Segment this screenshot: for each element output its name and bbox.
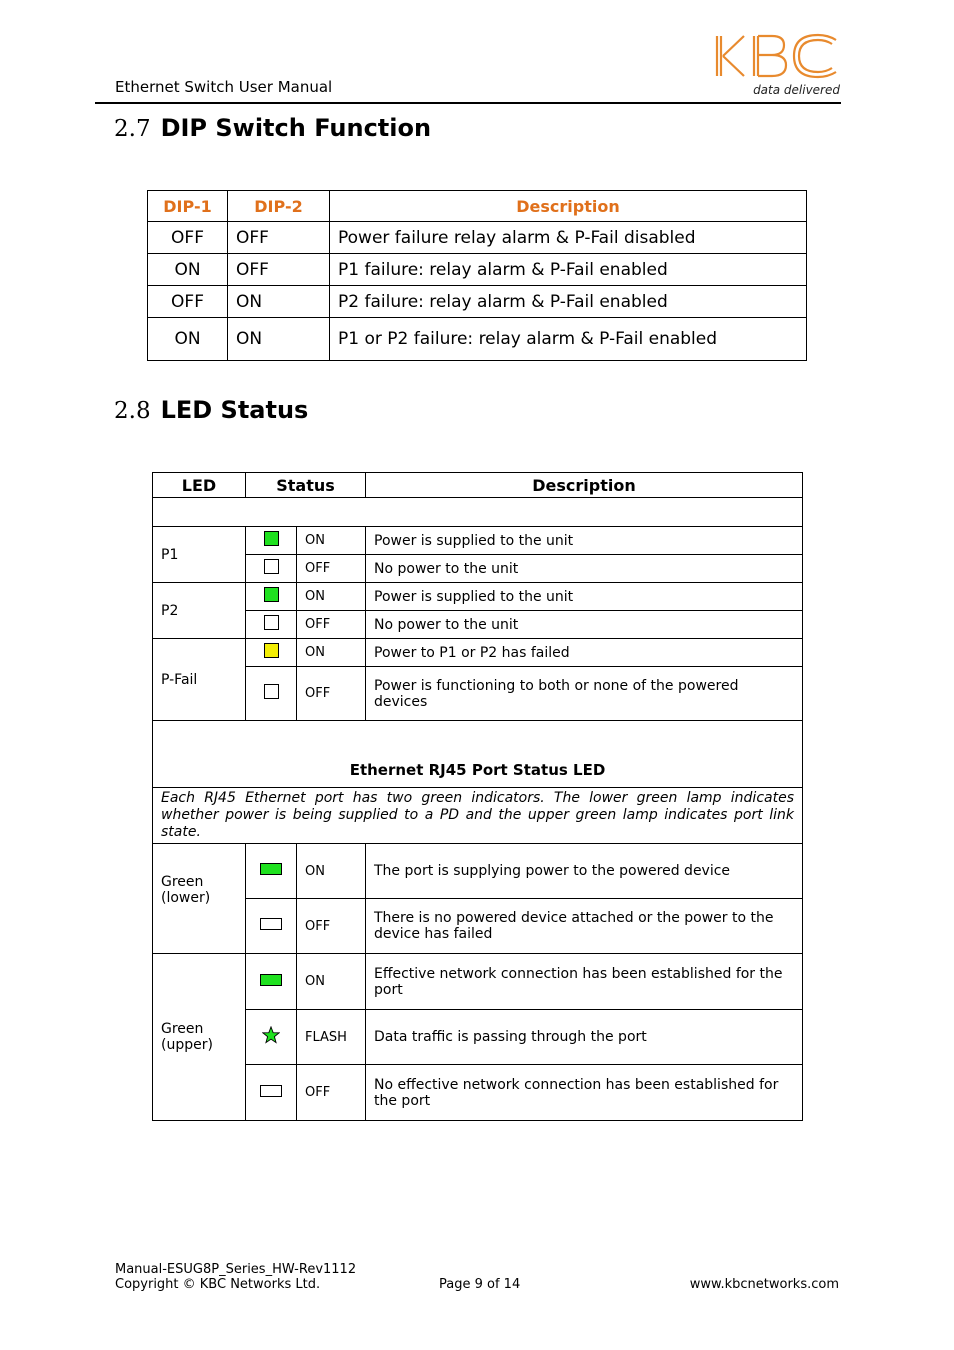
section-title: LED Status xyxy=(160,396,309,424)
logo-tagline: data delivered xyxy=(753,83,840,97)
description-cell: Power failure relay alarm & P-Fail disabled xyxy=(330,222,807,254)
led-name-cell: P-Fail xyxy=(153,639,246,721)
dip1-cell: OFF xyxy=(148,286,228,318)
column-header-led: LED xyxy=(153,473,246,498)
description-cell: There is no powered device attached or the power to the device has failed xyxy=(366,899,803,954)
dip1-cell: ON xyxy=(148,254,228,286)
header-rule xyxy=(95,102,841,104)
description-cell: No effective network connection has been established for the port xyxy=(366,1065,803,1121)
table-row xyxy=(153,583,803,611)
led-icon-cell xyxy=(246,611,297,639)
section-title: DIP Switch Function xyxy=(160,114,432,142)
empty-square-icon xyxy=(264,615,279,630)
empty-square-icon xyxy=(264,559,279,574)
led-icon-cell xyxy=(246,667,297,721)
table-row xyxy=(153,788,803,844)
status-cell: OFF xyxy=(297,899,366,954)
led-icon-cell xyxy=(246,1065,297,1121)
yellow-square-icon xyxy=(264,643,279,658)
table-row xyxy=(153,555,803,583)
running-header-title: Ethernet Switch User Manual xyxy=(115,78,333,96)
spacer-row xyxy=(153,498,803,527)
table-header-row xyxy=(153,473,803,498)
green-square-icon xyxy=(264,587,279,602)
green-rect-icon xyxy=(260,863,282,875)
footer-page-number: Page 9 of 14 xyxy=(439,1277,521,1292)
table-row xyxy=(153,611,803,639)
led-status-table xyxy=(152,472,803,1121)
rj45-subheading: Ethernet RJ45 Port Status LED xyxy=(153,721,803,788)
led-name-cell: P1 xyxy=(153,527,246,583)
table-row xyxy=(153,954,803,1010)
status-cell: ON xyxy=(297,954,366,1010)
kbc-logo xyxy=(714,30,842,100)
section-heading-dip xyxy=(114,114,431,142)
table-row xyxy=(148,318,807,361)
table-row xyxy=(153,899,803,954)
description-cell: No power to the unit xyxy=(366,611,803,639)
led-icon-cell xyxy=(246,899,297,954)
green-square-icon xyxy=(264,531,279,546)
dip1-cell: OFF xyxy=(148,222,228,254)
footer-copyright: Copyright © KBC Networks Ltd. xyxy=(115,1277,321,1292)
green-rect-icon xyxy=(260,974,282,986)
empty-rect-icon xyxy=(260,918,282,930)
table-row xyxy=(153,527,803,555)
dip2-cell: OFF xyxy=(228,222,330,254)
section-number: 2.8 xyxy=(114,398,151,424)
status-cell: OFF xyxy=(297,1065,366,1121)
led-icon-cell xyxy=(246,1010,297,1065)
status-cell: ON xyxy=(297,583,366,611)
status-cell: ON xyxy=(297,639,366,667)
section-heading-led xyxy=(114,396,308,424)
description-cell: P1 or P2 failure: relay alarm & P-Fail enabled xyxy=(330,318,807,361)
empty-rect-icon xyxy=(260,1085,282,1097)
led-icon-cell xyxy=(246,583,297,611)
footer-manual-id: Manual-ESUG8P_Series_HW-Rev1112 xyxy=(115,1262,357,1277)
status-cell: OFF xyxy=(297,611,366,639)
column-header-description: Description xyxy=(330,191,807,222)
dip-switch-table xyxy=(147,190,807,361)
column-header-dip1: DIP-1 xyxy=(148,191,228,222)
dip1-cell: ON xyxy=(148,318,228,361)
description-cell: P1 failure: relay alarm & P-Fail enabled xyxy=(330,254,807,286)
description-cell: Power is supplied to the unit xyxy=(366,527,803,555)
table-row xyxy=(153,639,803,667)
table-row xyxy=(153,1010,803,1065)
footer-website-link[interactable]: www.kbcnetworks.com xyxy=(689,1277,839,1292)
led-icon-cell xyxy=(246,527,297,555)
led-name-cell: Green (lower) xyxy=(153,844,246,954)
table-header-row xyxy=(148,191,807,222)
description-cell: Power to P1 or P2 has failed xyxy=(366,639,803,667)
description-cell: No power to the unit xyxy=(366,555,803,583)
description-cell: Power is supplied to the unit xyxy=(366,583,803,611)
description-cell: Effective network connection has been established for the port xyxy=(366,954,803,1010)
status-cell: OFF xyxy=(297,667,366,721)
rj45-note: Each RJ45 Ethernet port has two green indicators. The lower green lamp indicates whether power is being supplied to a PD and the upper green lamp indicates port link state. xyxy=(153,788,803,844)
description-cell: The port is supplying power to the powered device xyxy=(366,844,803,899)
led-icon-cell xyxy=(246,639,297,667)
empty-square-icon xyxy=(264,684,279,699)
led-icon-cell xyxy=(246,844,297,899)
dip2-cell: ON xyxy=(228,318,330,361)
table-row xyxy=(153,721,803,788)
dip2-cell: ON xyxy=(228,286,330,318)
table-row xyxy=(148,254,807,286)
column-header-dip2: DIP-2 xyxy=(228,191,330,222)
table-row xyxy=(148,222,807,254)
status-cell: ON xyxy=(297,527,366,555)
dip2-cell: OFF xyxy=(228,254,330,286)
led-icon-cell xyxy=(246,555,297,583)
table-row xyxy=(148,286,807,318)
table-row xyxy=(153,1065,803,1121)
description-cell: Data traffic is passing through the port xyxy=(366,1010,803,1065)
led-name-cell: P2 xyxy=(153,583,246,639)
status-cell: FLASH xyxy=(297,1010,366,1065)
kbc-logo-mark xyxy=(714,30,842,80)
table-row xyxy=(153,667,803,721)
column-header-status: Status xyxy=(246,473,366,498)
status-cell: ON xyxy=(297,844,366,899)
table-row xyxy=(153,844,803,899)
green-star-icon xyxy=(262,1026,280,1044)
description-cell: P2 failure: relay alarm & P-Fail enabled xyxy=(330,286,807,318)
section-number: 2.7 xyxy=(114,116,151,142)
led-name-cell: Green (upper) xyxy=(153,954,246,1121)
column-header-description: Description xyxy=(366,473,803,498)
status-cell: OFF xyxy=(297,555,366,583)
description-cell: Power is functioning to both or none of the powered devices xyxy=(366,667,803,721)
led-icon-cell xyxy=(246,954,297,1010)
